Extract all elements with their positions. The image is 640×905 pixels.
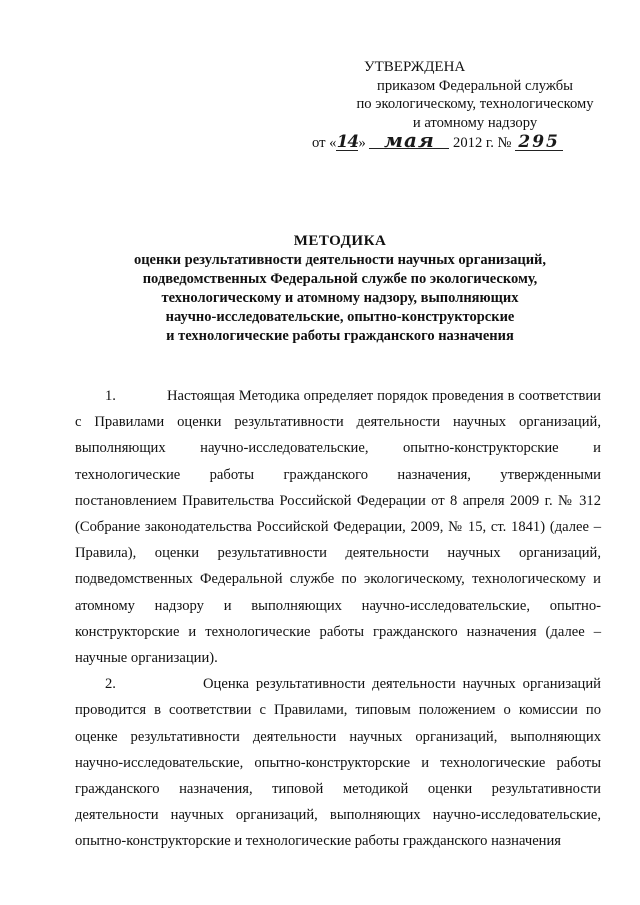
paragraph-2 — [75, 671, 601, 854]
date-quote-close: » — [358, 135, 366, 151]
approval-block — [312, 58, 620, 153]
date-prefix: от « — [312, 135, 337, 151]
handwritten-order-number: 295 — [515, 134, 563, 151]
paragraph-text: Оценка результативности деятельности научных организаций проводится в соответствии с Правилами, типовым положением о комиссии по оценке результативности деятельности научных организаций, выполняющих научно-исследовательские, опытно-конструкторские и технологические работы гражданского назначения, типовой методикой оценки результативности деятельности научных организаций, выполняющих научно-исследовательские, опытно-конструкторские и технологические работы гражданского назначения — [75, 676, 601, 850]
paragraph-number: 2. — [105, 676, 116, 693]
document-heading: МЕТОДИКА — [293, 233, 387, 249]
approval-line-3: и атомному надзору — [412, 114, 538, 131]
handwritten-day: 14 — [336, 132, 359, 152]
handwritten-month: мая — [369, 132, 449, 149]
document-title-block — [80, 232, 600, 346]
year-text: 2012 г. № — [453, 135, 512, 151]
approval-date-line — [312, 128, 620, 153]
subtitle-line: и технологические работы гражданского назначения — [166, 328, 514, 344]
approval-line-1: приказом Федеральной службы — [377, 77, 573, 94]
subtitle-line: оценки результативности деятельности научных организаций, — [133, 252, 547, 268]
approval-title: УТВЕРЖДЕНА — [364, 59, 466, 75]
paragraph-text: Настоящая Методика определяет порядок проведения в соответствии с Правилами оценки результативности деятельности научных организаций, выполняющих научно-исследовательские, опытно-конструкторские и технологические работы гражданского назначения, утвержденными постановлением Правительства Российской Федерации от 8 апреля 2009 г. № 312 (Собрание законодательства Российской Федерации, 2009, № 15, ст. 1841) (далее – Правила), оценки результативности деятельности научных организаций, подведомственных Федеральной службе по экологическому, технологическому и атомному надзору и выполняющих научно-исследовательские, опытно-конструкторские и технологические работы гражданского назначения (далее – научные организации). — [75, 388, 601, 667]
paragraph-1 — [75, 383, 601, 671]
subtitle-line: подведомственных Федеральной службе по экологическому, — [142, 271, 538, 287]
document-body — [75, 383, 601, 855]
approval-line-2: по экологическому, технологическому — [356, 96, 594, 112]
paragraph-number: 1. — [105, 388, 116, 404]
subtitle-line: технологическому и атомному надзору, выполняющих — [161, 290, 519, 306]
subtitle-line: научно-исследовательские, опытно-конструкторские — [165, 309, 515, 325]
